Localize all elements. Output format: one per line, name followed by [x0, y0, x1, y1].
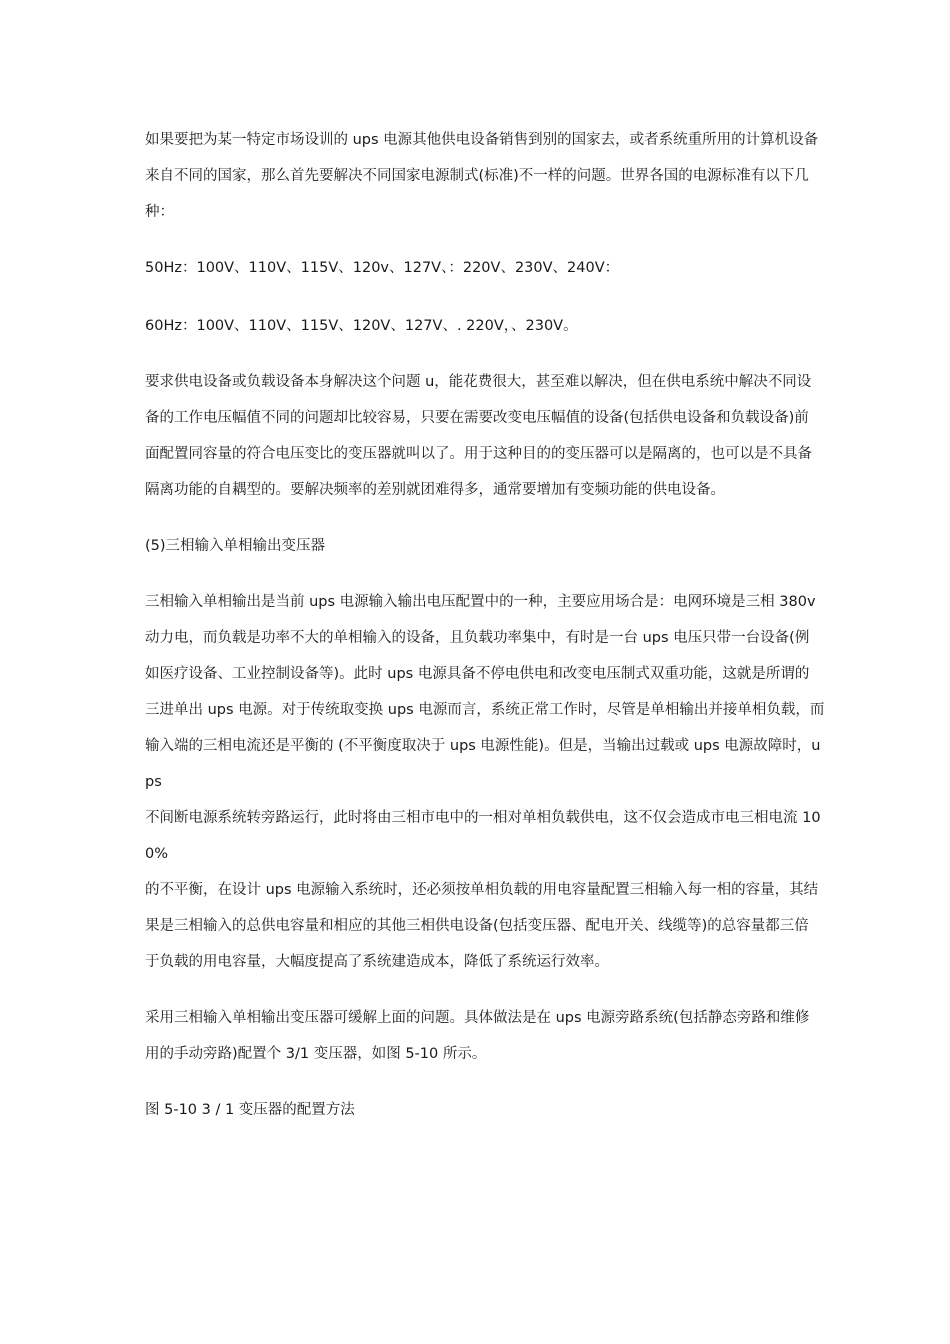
paragraph-three-phase-input: 三相输入单相输出是当前 ups 电源输入输出电压配置中的一种，主要应用场合是：电网环境是三相 380v 动力电，而负载是功率不大的单相输入的设备，且负载功率集中，有时是一台 ups 电压只带一台设备(例 如医疗设备、工业控制设备等)。此时 ups 电源具备不停电供电和改变电压制式双重功能，这就是所谓的 三进单出 ups 电源。对于传统取变换 ups 电源而言，系统正常工作时，尽管是单相输出并接单相负载，而 输入端的三相电流还是平衡的 (不平衡度取决于 ups 电源性能)。但是，当输出过载或 ups 电源故障时，ups 不间断电源系统转旁路运行，此时将由三相市电中的一相对单相负载供电，这不仅会造成市电三相电流 100% 的不平衡，在设计 ups 电源输入系统时，还必须按单相负载的用电容量配置三相输入每一相的容量，其结 果是三相输入的总供电容量和相应的其他三相供电设备(包括变压器、配电开关、线缆等)的总容量都三倍 于负载的用电容量，大幅度提高了系统建造成本，降低了系统运行效率。 [145, 594, 825, 970]
document-body [145, 122, 825, 1128]
paragraph-50hz-standards: 50Hz：100V、110V、115V、120v、127V、：220V、230V、240V： [145, 260, 620, 276]
figure-caption: 图 5-10 3 / 1 变压器的配置方法 [145, 1102, 355, 1118]
paragraph-intro: 如果要把为某一特定市场设训的 ups 电源其他供电设备销售到别的国家去，或者系统重所用的计算机设备 来自不同的国家，那么首先要解决不同国家电源制式(标准)不一样的问题。世界各国的电源标准有以下几 种： [145, 132, 819, 220]
section-heading: (5)三相输入单相输出变压器 [145, 538, 326, 554]
paragraph-60hz-standards: 60Hz：100V、110V、115V、120V、127V、. 220V，、230V。 [145, 318, 578, 334]
paragraph-voltage-solution: 要求供电设备或负载设备本身解决这个问题 u，能花费很大，甚至难以解决，但在供电系统中解决不同设 备的工作电压幅值不同的问题却比较容易，只要在需要改变电压幅值的设备(包括供电设备和负载设备)前 面配置同容量的符合电压变比的变压器就叫以了。用于这种目的的变压器可以是隔离的，也可以是不具备 隔离功能的自耦型的。要解决频率的差别就团难得多，通常要增加有变频功能的供电设备。 [145, 374, 812, 498]
paragraph-transformer-solution: 采用三相输入单相输出变压器可缓解上面的问题。具体做法是在 ups 电源旁路系统(包括静态旁路和维修 用的手动旁路)配置个 3/1 变压器，如图 5-10 所示。 [145, 1010, 810, 1062]
